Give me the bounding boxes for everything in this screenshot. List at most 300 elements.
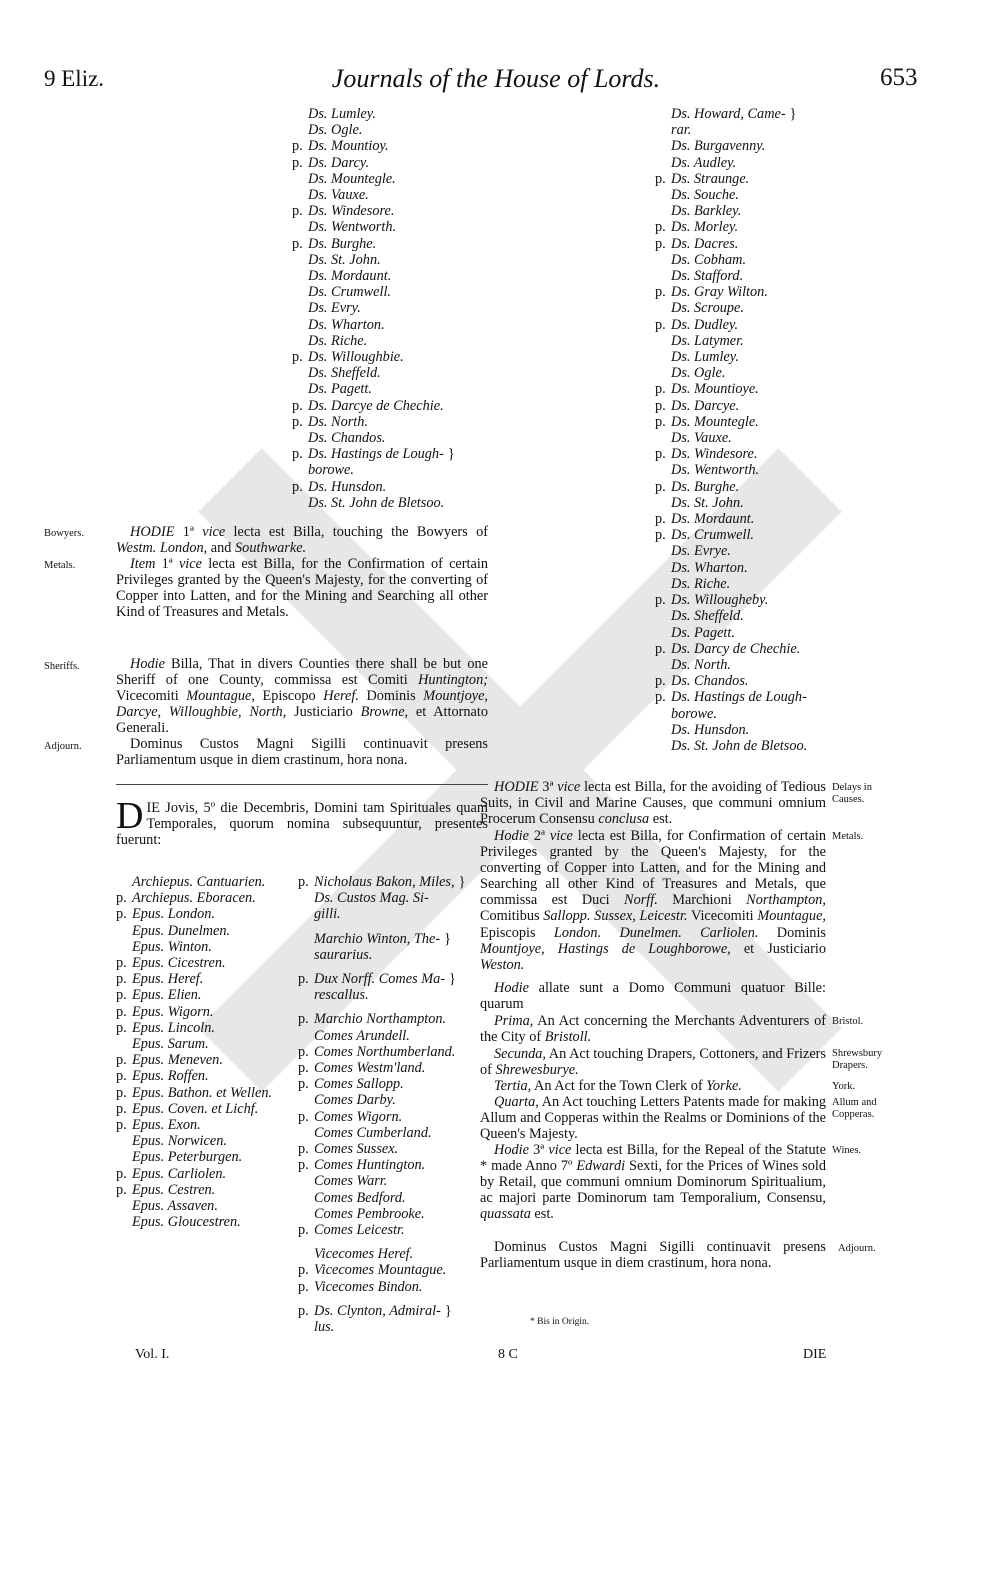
presence-mark [655,365,671,381]
lord-entry [292,122,492,138]
lord-name: Comes Bedford. [314,1189,406,1206]
presence-mark [116,923,132,939]
lord-name: Ds. Straunge. [671,170,750,187]
lord-name: Ds. Wharton. [671,559,748,576]
presence-mark: p. [116,1003,127,1020]
presence-mark [292,365,308,381]
entry-tertia: Tertia, An Act for the Town Clerk of Yorke. [494,1078,742,1094]
presence-mark [292,106,308,122]
lord-name: Comes Leicestr. [314,1222,405,1239]
margin-note-bristol: Bristol. [832,1016,864,1027]
lords-temporal-list [298,874,494,1335]
lord-name: Ds. Mordaunt. [671,511,755,528]
presence-mark [655,155,671,171]
lord-name: Ds. Mountioye. [671,381,759,398]
presence-mark: p. [655,673,666,690]
lord-entry [655,236,855,252]
lord-name: Ds. Darcye de Chechie. [308,397,444,414]
margin-note-bowyers: Bowyers. [44,528,84,539]
lord-entry [655,560,855,576]
presence-mark: p. [116,1052,127,1069]
presence-mark [292,268,308,284]
presence-mark: p. [655,235,666,252]
presence-mark: p. [116,906,127,923]
lord-entry [298,1262,494,1278]
lord-name: Ds. Dudley. [671,316,739,333]
presence-mark: p. [116,1100,127,1117]
lord-entry [298,1141,494,1157]
presence-mark [116,1198,132,1214]
lord-name: Ds. Burghe. [308,235,377,252]
presence-mark [298,1190,314,1206]
lord-entry [655,430,855,446]
lord-name: lus. [314,1319,335,1336]
lord-entry [655,479,855,495]
lord-entry [298,931,494,947]
lord-entry [292,171,492,187]
presence-mark: p. [298,1302,309,1319]
lord-entry [292,414,492,430]
lord-entry [116,1133,296,1149]
presence-mark [655,106,671,122]
lord-entry [116,1020,296,1036]
lord-entry [655,349,855,365]
lord-entry [298,1206,494,1222]
lord-entry [298,1125,494,1141]
lord-entry [655,122,855,138]
presence-mark: p. [655,478,666,495]
presence-mark: p. [292,478,303,495]
brace-mark: } [449,971,456,988]
lord-entry [655,608,855,624]
lord-entry [655,106,855,122]
margin-note-sheriffs: Sheriffs. [44,661,80,672]
presence-mark: p. [116,1019,127,1036]
lord-name: Epus. Sarum. [132,1036,209,1053]
lord-name: Epus. Winton. [132,938,212,955]
margin-note-metals-second: Metals. [832,831,864,842]
lord-name: Ds. Mountegle. [308,170,396,187]
presence-mark [655,543,671,559]
lord-entry [292,365,492,381]
lord-name: Comes Sallopp. [314,1076,404,1093]
lord-name: Ds. Mountegle. [671,413,759,430]
lord-name: borowe. [671,705,717,722]
lord-name: Ds. Cobham. [671,251,747,268]
lord-entry [298,874,494,890]
lord-name: Ds. Hunsdon. [671,721,750,738]
lord-name: Ds. Burgavenny. [671,138,766,155]
presence-mark: p. [298,1108,309,1125]
presence-mark [116,1149,132,1165]
lord-name: Ds. Evry. [308,300,361,317]
presence-mark [292,122,308,138]
presence-mark [655,268,671,284]
presence-mark [655,430,671,446]
lord-name: Marchio Winton, The- [314,930,441,947]
lord-name: Epus. Wigorn. [132,1003,214,1020]
footer-volume: Vol. I. [135,1347,170,1362]
lord-name: Comes Huntington. [314,1157,426,1174]
lord-entry [292,268,492,284]
lord-entry [655,284,855,300]
lord-entry [655,365,855,381]
lord-entry [655,511,855,527]
lord-entry [298,1190,494,1206]
presence-mark [655,203,671,219]
lord-name: Ds. Pagett. [671,624,735,641]
lord-entry [655,446,855,462]
presence-mark: p. [292,203,303,220]
lord-entry [298,1011,494,1027]
presence-mark [655,738,671,754]
lord-entry [298,1279,494,1295]
lord-entry [655,155,855,171]
presence-mark [298,1238,314,1246]
lord-name: Epus. Bathon. et Wellen. [132,1084,273,1101]
entry-bowyers: HODIE 1ª vice lecta est Billa, touching the Bowyers of Westm. London, and Southwarke. [116,524,488,557]
presence-mark [292,381,308,397]
brace-mark: } [789,106,797,122]
presence-mark [116,939,132,955]
presence-mark [116,874,132,890]
entry-metals: Item 1ª vice lecta est Billa, for the Confirmation of certain Privileges granted by the Queen's Majesty, for the converting of Copper into Latten, and for the Mining and Searching all other Kind of Treasures and Metals. [116,556,488,621]
lord-name: Ds. Mountioy. [308,138,389,155]
lord-name: Comes Cumberland. [314,1124,432,1141]
presence-mark [116,1214,132,1230]
lord-name: Ds. Hastings de Lough- [308,446,444,463]
lord-entry [655,592,855,608]
lord-name: Dux Norff. Comes Ma- [314,971,446,988]
lord-name: gilli. [314,906,341,923]
lord-name: Ds. Wentworth. [671,462,760,479]
lord-name: Ds. Willoughbie. [308,349,404,366]
lord-entry [655,171,855,187]
brace-mark: } [458,874,466,890]
presence-mark [292,462,308,478]
lord-entry [655,641,855,657]
lord-name: rescallus. [314,987,369,1004]
lord-name: Archiepus. Eboracen. [132,890,256,907]
presence-mark [655,349,671,365]
lord-entry [655,268,855,284]
lord-entry [298,1238,494,1246]
presence-mark [655,122,671,138]
lord-entry [298,1028,494,1044]
lord-entry [298,963,494,971]
lord-entry [292,446,492,462]
lord-entry [116,1052,296,1068]
presence-mark: p. [298,1262,309,1279]
lord-entry [655,187,855,203]
lord-entry [298,890,494,906]
presence-mark [655,495,671,511]
presence-mark [298,906,314,922]
lord-name: Ds. Pagett. [308,381,372,398]
presence-mark: p. [298,1157,309,1174]
lord-name: Ds. Crumwell. [308,284,392,301]
lord-name: Epus. Dunelmen. [132,922,231,939]
lord-entry [298,1173,494,1189]
brace-mark: } [447,446,455,463]
lord-name: Comes Warr. [314,1173,388,1190]
lord-name: Ds. Dacres. [671,235,739,252]
presence-mark [298,987,314,1003]
presence-mark [292,430,308,446]
lord-entry [655,722,855,738]
margin-note-wines: Wines. [832,1145,862,1156]
presence-mark: p. [292,397,303,414]
presence-mark: p. [655,284,666,301]
lord-entry [298,923,494,931]
lord-name: Ds. Hastings de Lough- [671,689,807,706]
lord-name: Ds. Hunsdon. [308,478,387,495]
lord-name: Ds. Evrye. [671,543,731,560]
lord-entry [292,381,492,397]
lord-name: Epus. Cestren. [132,1181,216,1198]
presence-mark: p. [655,446,666,463]
lord-name: Ds. Souche. [671,187,739,204]
lord-name: Ds. Wharton. [308,316,385,333]
lord-entry [292,462,492,478]
presence-mark: p. [655,170,666,187]
lord-name: Ds. Ogle. [308,122,363,139]
lord-entry [298,1246,494,1262]
lord-entry [116,890,296,906]
lord-name: Ds. St. John de Bletsoo. [671,737,808,754]
presence-mark: p. [298,1141,309,1158]
lord-name: Comes Westm'land. [314,1060,426,1077]
lord-entry [655,219,855,235]
presence-mark [655,657,671,673]
running-head-title: Journals of the House of Lords. [331,64,661,93]
lord-entry [298,1060,494,1076]
lord-entry [655,706,855,722]
lord-entry [655,414,855,430]
lord-entry [292,495,492,511]
lord-name: Ds. Latymer. [671,332,744,349]
lord-name: Ds. Barkley. [671,203,742,220]
lord-entry [292,430,492,446]
presence-mark: p. [655,511,666,528]
lord-entry [655,738,855,754]
lord-entry [298,947,494,963]
lord-name: Ds. Lumley. [308,106,376,122]
presence-mark [298,1003,314,1011]
brace-mark: } [444,930,452,947]
lord-entry [292,300,492,316]
lord-entry [116,987,296,1003]
lord-entry [292,349,492,365]
lord-name: Epus. Carliolen. [132,1165,227,1182]
lord-entry [655,203,855,219]
lord-entry [655,625,855,641]
entry-quarta: Quarta, An Act touching Letters Patents made for making Allum and Copperas within the Realms or Dominions of the Queen's Majesty. [480,1094,826,1143]
presence-mark [298,1295,314,1303]
lord-name: Ds. Morley. [671,219,739,236]
lord-entry [655,300,855,316]
lord-entry [292,187,492,203]
presence-mark: p. [292,349,303,366]
margin-note-adjourn-second: Adjourn. [838,1243,876,1254]
presence-mark [655,625,671,641]
presence-mark: p. [298,1222,309,1239]
lord-name: Comes Pembrooke. [314,1205,425,1222]
presence-mark: p. [298,1043,309,1060]
presence-mark: p. [298,874,309,890]
presence-mark: p. [298,971,309,988]
lord-name: Ds. Scroupe. [671,300,744,317]
presence-mark [116,1133,132,1149]
lord-name: Epus. Peterburgen. [132,1149,243,1166]
presence-mark [292,252,308,268]
lord-entry [298,1222,494,1238]
lord-entry [116,1198,296,1214]
presence-mark [298,923,314,931]
presence-mark [298,1092,314,1108]
presence-mark [292,171,308,187]
lord-name: Ds. Howard, Came- [671,106,786,122]
lord-entry [292,106,492,122]
presence-mark [298,1206,314,1222]
presence-mark: p. [298,1076,309,1093]
lord-entry [655,381,855,397]
presence-mark [655,187,671,203]
lord-entry [116,955,296,971]
lord-entry [655,543,855,559]
lord-entry [298,971,494,987]
presence-mark: p. [292,154,303,171]
lord-entry [655,462,855,478]
lord-name: Vicecomes Heref. [314,1246,414,1263]
footer-signature: 8 C [498,1347,518,1362]
lord-entry [298,1319,494,1335]
presence-mark [292,317,308,333]
lord-entry [116,939,296,955]
lord-entry [116,1036,296,1052]
presence-mark [298,890,314,906]
margin-note-york: York. [832,1081,856,1092]
lord-name: Ds. Chandos. [671,673,749,690]
lord-name: Marchio Northampton. [314,1011,447,1028]
lord-name: rar. [671,122,692,139]
lord-name: Archiepus. Cantuarien. [132,874,266,890]
entry-wines: Hodie 3ª vice lecta est Billa, for the Repeal of the Statute * made Anno 7º Edwardi Sexti, for the Prices of Wines sold by Retail, que communi omnium Dominorum Spiritualium, ac majori parte Dominorum tam Temporalium, Consensu, quassata est. [480,1142,827,1223]
lord-name: Epus. Coven. et Lichf. [132,1100,259,1117]
entry-allate: Hodie allate sunt a Domo Communi quatuor Bille: quarum [480,980,826,1013]
entry-prima: Prima, An Act concerning the Merchants Adventurers of the City of Bristoll. [480,1013,826,1046]
presence-mark [655,333,671,349]
lord-entry [292,236,492,252]
lord-name: Epus. Heref. [132,971,204,988]
lord-entry [298,1303,494,1319]
lord-name: Epus. Lincoln. [132,1019,216,1036]
lord-entry [292,333,492,349]
lord-entry [298,1109,494,1125]
lord-entry [292,203,492,219]
lord-entry [292,138,492,154]
presence-mark [298,1028,314,1044]
margin-note-delays: Delays in Causes. [832,782,872,805]
lord-entry [116,906,296,922]
presence-mark: p. [116,1117,127,1134]
lord-name: Ds. Chandos. [308,430,386,447]
lord-name: Ds. Wentworth. [308,219,397,236]
lord-entry [655,495,855,511]
lord-name: Ds. Windesore. [308,203,395,220]
lord-name: Epus. Cicestren. [132,955,226,972]
lord-name: Ds. North. [308,413,368,430]
lord-entry [655,576,855,592]
lord-name: Ds. Darcy. [308,154,370,171]
lord-name: Ds. Stafford. [671,268,744,285]
presence-mark [292,187,308,203]
lord-entry [116,1166,296,1182]
lord-entry [116,1182,296,1198]
lord-name: Ds. Crumwell. [671,527,755,544]
footer-catchword: DIE [803,1347,827,1362]
lord-entry [655,317,855,333]
presence-mark: p. [655,689,666,706]
lord-name: Comes Arundell. [314,1027,410,1044]
lords-list-continued-right [655,106,855,754]
lord-name: Comes Sussex. [314,1141,399,1158]
lord-name: Epus. Exon. [132,1117,201,1134]
lord-entry [116,923,296,939]
entry-adjourn: Dominus Custos Magni Sigilli continuavit presens Parliamentum usque in diem crastinum, hora nona. [116,736,488,769]
presence-mark: p. [292,413,303,430]
lord-name: Ds. Vauxe. [308,187,369,204]
presence-mark: p. [116,987,127,1004]
presence-mark: p. [116,955,127,972]
lord-name: Ds. Willougheby. [671,592,769,609]
presence-mark: p. [655,527,666,544]
lord-name: Comes Wigorn. [314,1108,403,1125]
lord-entry [655,657,855,673]
lord-entry [655,398,855,414]
lord-entry [292,252,492,268]
presence-mark: p. [655,397,666,414]
presence-mark: p. [292,446,303,463]
lord-name: Epus. London. [132,906,216,923]
lord-entry [298,987,494,1003]
presence-mark [298,1125,314,1141]
lord-entry [116,1101,296,1117]
lord-name: Ds. Audley. [671,154,737,171]
presence-mark [655,576,671,592]
lord-name: Ds. Clynton, Admiral- [314,1302,441,1319]
margin-note-allum: Allum and Copperas. [832,1097,877,1120]
lord-name: Epus. Gloucestren. [132,1214,241,1231]
presence-mark [298,963,314,971]
lord-entry [116,1068,296,1084]
presence-mark [655,608,671,624]
lord-entry [116,1214,296,1230]
lord-entry [292,317,492,333]
presence-mark: p. [116,971,127,988]
presence-mark: p. [116,1165,127,1182]
die-jovis-heading: DIE Jovis, 5º die Decembris, Domini tam Spirituales quam Temporales, quorum nomina subsequuntur, presentes fuerunt: [116,795,488,849]
lord-name: Epus. Assaven. [132,1198,218,1215]
presence-mark [298,1319,314,1335]
presence-mark [292,495,308,511]
lord-entry [292,219,492,235]
presence-mark [292,219,308,235]
lord-entry [655,527,855,543]
lord-entry [298,1003,494,1011]
lord-entry [292,155,492,171]
presence-mark: p. [292,138,303,155]
